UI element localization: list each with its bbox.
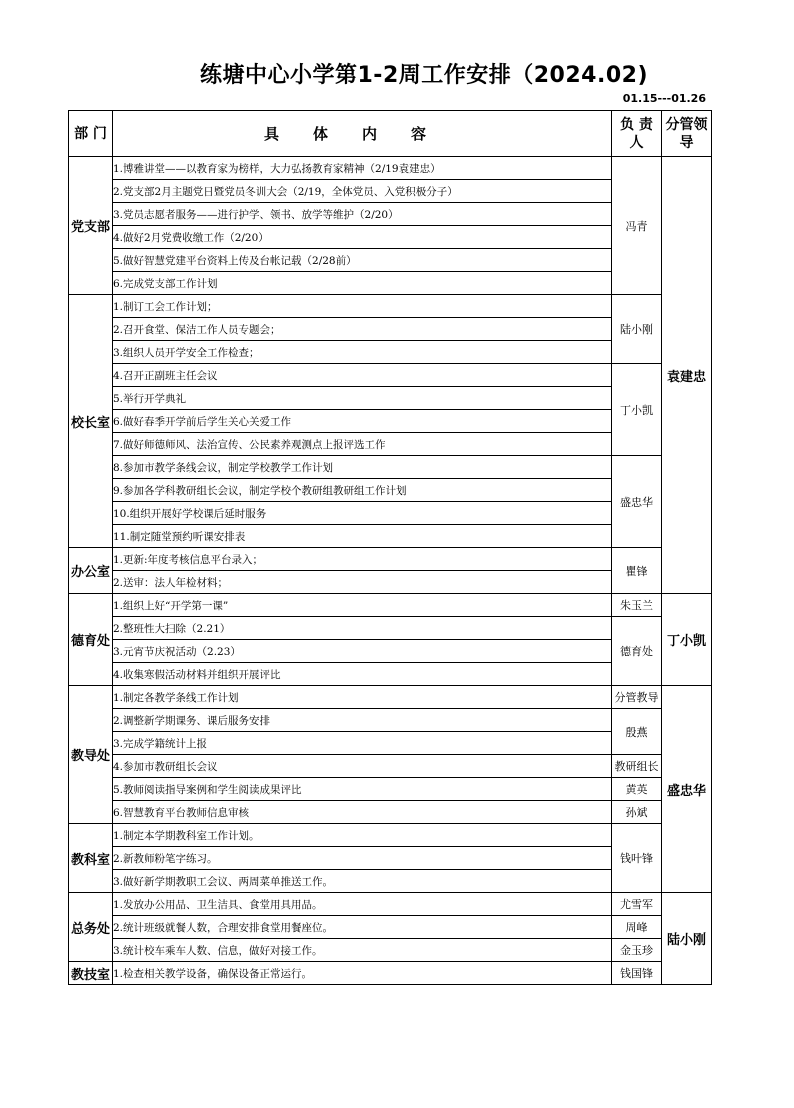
task-item: 10.组织开展好学校课后延时服务 bbox=[113, 502, 612, 525]
table-row bbox=[69, 686, 712, 709]
dept-deyuchu: 德育处 bbox=[69, 594, 113, 686]
responsible-cell: 陆小刚 bbox=[612, 295, 662, 364]
task-item: 4.做好2月党费收缴工作（2/20） bbox=[113, 226, 612, 249]
task-item: 5.教师阅读指导案例和学生阅读成果评比 bbox=[113, 778, 612, 801]
task-item: 1.制订工会工作计划； bbox=[113, 295, 612, 318]
table-row bbox=[69, 456, 712, 479]
task-item: 1.更新:年度考核信息平台录入； bbox=[113, 548, 612, 571]
task-item: 2.调整新学期课务、课后服务安排 bbox=[113, 709, 612, 732]
header-responsible: 负 责 人 bbox=[612, 111, 662, 157]
task-item: 4.收集寒假活动材料并组织开展评比 bbox=[113, 663, 612, 686]
task-item: 1.组织上好“开学第一课” bbox=[113, 594, 612, 617]
header-dept: 部 门 bbox=[69, 111, 113, 157]
responsible-cell: 尤雪军 bbox=[612, 893, 662, 916]
table-row bbox=[69, 778, 712, 801]
task-item: 7.做好师德师风、法治宣传、公民素养观测点上报评选工作 bbox=[113, 433, 612, 456]
responsible-cell: 德育处 bbox=[612, 617, 662, 686]
responsible-cell: 盛忠华 bbox=[612, 456, 662, 548]
task-item: 3.统计校车乘车人数、信息，做好对接工作。 bbox=[113, 939, 612, 962]
task-item: 9.参加各学科教研组长会议，制定学校个教研组教研组工作计划 bbox=[113, 479, 612, 502]
task-item: 5.举行开学典礼 bbox=[113, 387, 612, 410]
header-row bbox=[69, 111, 712, 157]
responsible-cell: 黄英 bbox=[612, 778, 662, 801]
responsible-cell: 钱国锋 bbox=[612, 962, 662, 985]
table-row bbox=[69, 893, 712, 916]
header-content: 具体内容 bbox=[113, 111, 612, 157]
table-row bbox=[69, 548, 712, 571]
task-item: 1.博雅讲堂——以教育家为榜样，大力弘扬教育家精神（2/19袁建忠） bbox=[113, 157, 612, 180]
table-row bbox=[69, 295, 712, 318]
table-row bbox=[69, 594, 712, 617]
dept-bangongshi: 办公室 bbox=[69, 548, 113, 594]
task-item: 1.制定各教学条线工作计划 bbox=[113, 686, 612, 709]
task-item: 2.召开食堂、保洁工作人员专题会； bbox=[113, 318, 612, 341]
table-row bbox=[69, 617, 712, 640]
responsible-cell: 教研组长 bbox=[612, 755, 662, 778]
task-item: 1.检查相关教学设备，确保设备正常运行。 bbox=[113, 962, 612, 985]
dept-jiaokeshi: 教科室 bbox=[69, 824, 113, 893]
leader-cell: 丁小凯 bbox=[662, 594, 712, 686]
leader-cell: 盛忠华 bbox=[662, 686, 712, 893]
dept-dangzhibu: 党支部 bbox=[69, 157, 113, 295]
task-item: 1.制定本学期教科室工作计划。 bbox=[113, 824, 612, 847]
task-item: 6.完成党支部工作计划 bbox=[113, 272, 612, 295]
header-leader: 分管领导 bbox=[662, 111, 712, 157]
task-item: 2.整班性大扫除（2.21） bbox=[113, 617, 612, 640]
task-item: 4.召开正副班主任会议 bbox=[113, 364, 612, 387]
responsible-cell: 殷燕 bbox=[612, 709, 662, 755]
task-item: 3.组织人员开学安全工作检查； bbox=[113, 341, 612, 364]
task-item: 2.新教师粉笔字练习。 bbox=[113, 847, 612, 870]
responsible-cell: 丁小凯 bbox=[612, 364, 662, 456]
leader-cell: 陆小刚 bbox=[662, 893, 712, 985]
responsible-cell: 瞿锋 bbox=[612, 548, 662, 594]
dept-jiaojishi: 教技室 bbox=[69, 962, 113, 985]
responsible-cell: 金玉珍 bbox=[612, 939, 662, 962]
task-item: 4.参加市教研组长会议 bbox=[113, 755, 612, 778]
task-item: 3.完成学籍统计上报 bbox=[113, 732, 612, 755]
task-item: 2.统计班级就餐人数，合理安排食堂用餐座位。 bbox=[113, 916, 612, 939]
table-row bbox=[69, 709, 712, 732]
table-row bbox=[69, 364, 712, 387]
dept-jiaodaochu: 教导处 bbox=[69, 686, 113, 824]
page-title: 练塘中心小学第1-2周工作安排（2024.02) bbox=[200, 63, 649, 88]
task-item: 5.做好智慧党建平台资料上传及台帐记载（2/28前） bbox=[113, 249, 612, 272]
leader-cell: 袁建忠 bbox=[662, 157, 712, 594]
task-item: 1.发放办公用品、卫生洁具、食堂用具用品。 bbox=[113, 893, 612, 916]
table-row bbox=[69, 755, 712, 778]
task-item: 8.参加市教学条线会议，制定学校教学工作计划 bbox=[113, 456, 612, 479]
task-item: 3.做好新学期教职工会议、两周菜单推送工作。 bbox=[113, 870, 612, 893]
schedule-table bbox=[68, 110, 712, 985]
responsible-cell: 朱玉兰 bbox=[612, 594, 662, 617]
responsible-cell: 孙斌 bbox=[612, 801, 662, 824]
responsible-cell: 冯青 bbox=[612, 157, 662, 295]
table-row bbox=[69, 824, 712, 847]
table-row bbox=[69, 916, 712, 939]
responsible-cell: 分管教导 bbox=[612, 686, 662, 709]
table-row bbox=[69, 962, 712, 985]
table-row bbox=[69, 939, 712, 962]
task-item: 2.送审：法人年检材料； bbox=[113, 571, 612, 594]
task-item: 11.制定随堂预约听课安排表 bbox=[113, 525, 612, 548]
dept-zongwuchu: 总务处 bbox=[69, 893, 113, 962]
task-item: 2.党支部2月主题党日暨党员冬训大会（2/19，全体党员、入党积极分子） bbox=[113, 180, 612, 203]
responsible-cell: 周峰 bbox=[612, 916, 662, 939]
responsible-cell: 钱叶锋 bbox=[612, 824, 662, 893]
task-item: 6.做好春季开学前后学生关心关爱工作 bbox=[113, 410, 612, 433]
table-row bbox=[69, 801, 712, 824]
task-item: 6.智慧教育平台教师信息审核 bbox=[113, 801, 612, 824]
table-row bbox=[69, 157, 712, 180]
task-item: 3.党员志愿者服务——进行护学、领书、放学等维护（2/20） bbox=[113, 203, 612, 226]
dept-xiaozhangshi: 校长室 bbox=[69, 295, 113, 548]
date-range: 01.15---01.26 bbox=[622, 92, 706, 105]
task-item: 3.元宵节庆祝活动（2.23） bbox=[113, 640, 612, 663]
